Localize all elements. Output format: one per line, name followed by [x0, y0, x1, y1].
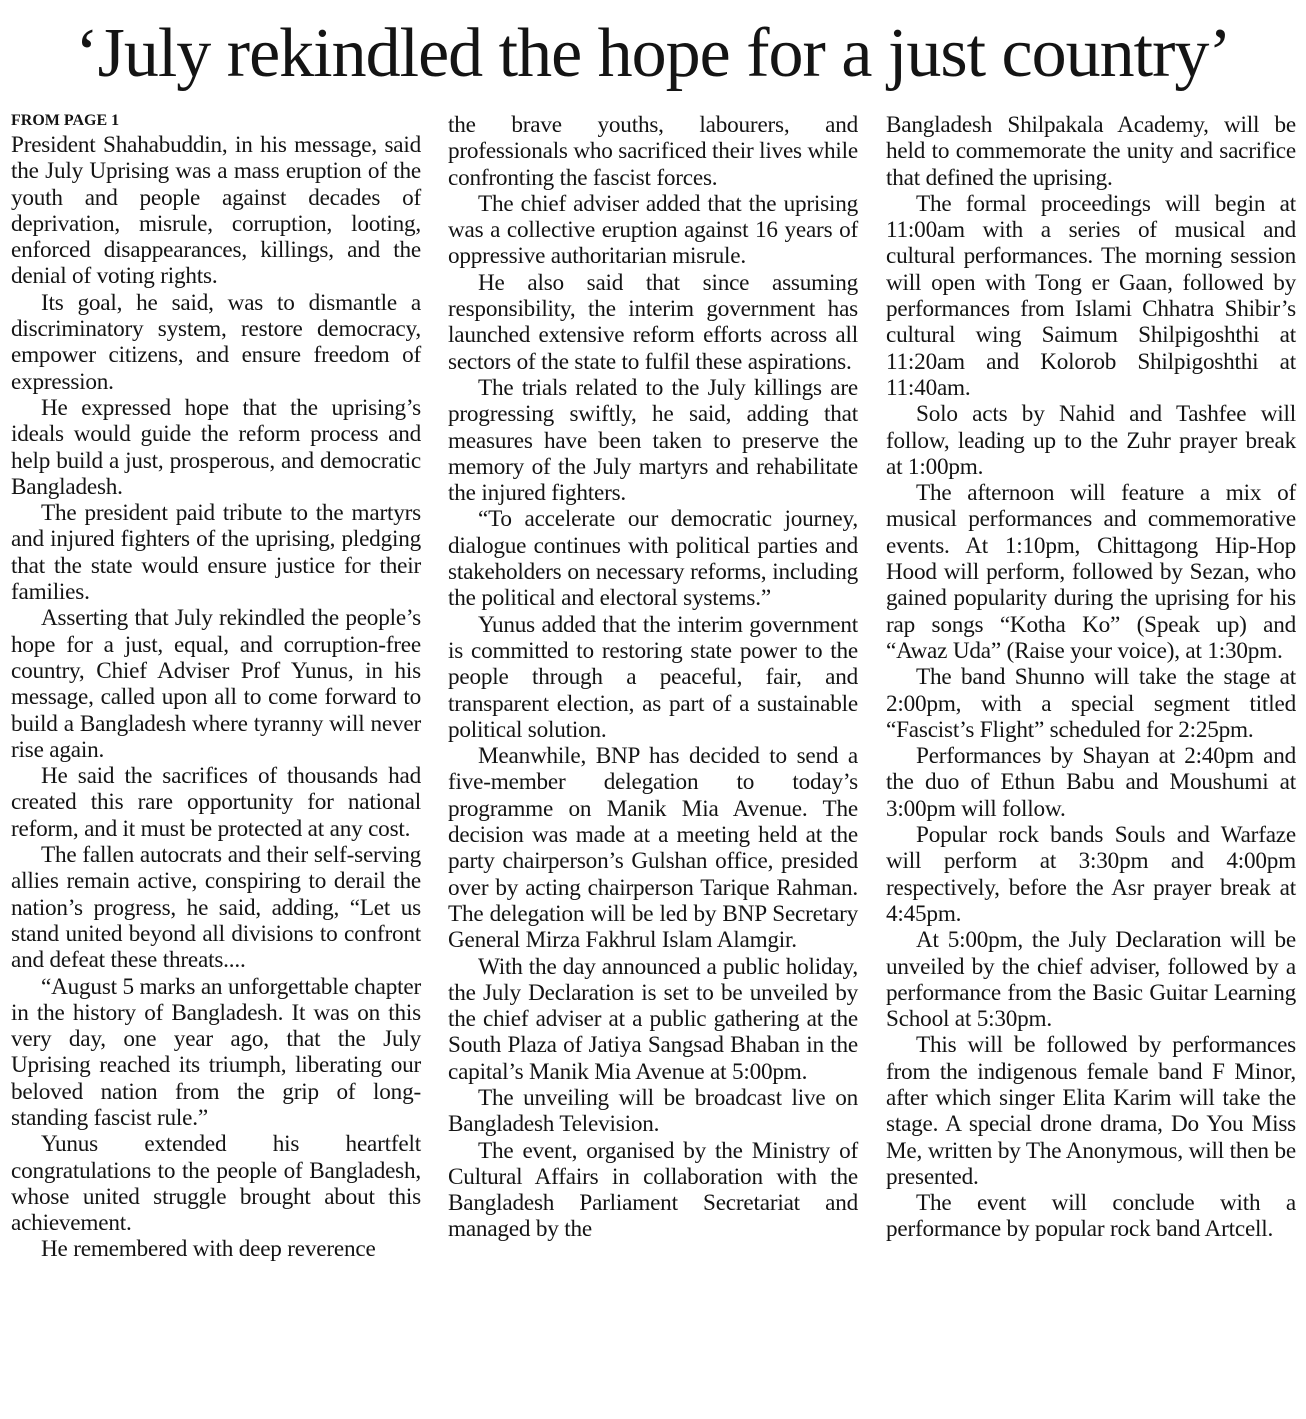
- paragraph: Meanwhile, BNP has decided to send a five-member delegation to today’s programme on Manik Mia Avenue. The decision was made at a meeting held at the party chairperson’s Gulshan office, presided over by acting chairperson Tarique Rahman. The delegation will be led by BNP Secretary General Mirza Fakhrul Islam Alamgir.: [448, 743, 858, 954]
- paragraph: The formal proceedings will begin at 11:00am with a series of musical and cultural performances. The morning session will open with Tong er Gaan, followed by performances from Islami Chhatra Shibir’s cultural wing Saimum Shilpigoshthi at 11:20am and Kolorob Shilpigoshthi at 11:40am.: [886, 190, 1296, 401]
- headline: ‘July rekindled the hope for a just country’: [75, 15, 1231, 92]
- paragraph: Performances by Shayan at 2:40pm and the duo of Ethun Babu and Moushumi at 3:00pm will follow.: [886, 743, 1296, 822]
- paragraph: The trials related to the July killings are progressing swiftly, he said, adding that measures have been taken to preserve the memory of the July martyrs and rehabilitate the injured fighters.: [448, 374, 858, 507]
- paragraph: Yunus extended his heartfelt congratulations to the people of Bangladesh, whose united struggle brought about this achievement.: [11, 1131, 421, 1237]
- paragraph: Solo acts by Nahid and Tashfee will follow, leading up to the Zuhr prayer break at 1:00pm.: [886, 401, 1296, 480]
- paragraph: President Shahabuddin, in his message, said the July Uprising was a mass eruption of the youth and people against decades of deprivation, misrule, corruption, looting, enforced disappearances, killings, and the denial of voting rights.: [11, 132, 421, 290]
- paragraph: Popular rock bands Souls and Warfaze will perform at 3:30pm and 4:00pm respectively, before the Asr prayer break at 4:45pm.: [886, 822, 1296, 927]
- paragraph: He said the sacrifices of thousands had created this rare opportunity for national reform, and it must be protected at any cost.: [11, 763, 421, 842]
- paragraph: This will be followed by performances from the indigenous female band F Minor, after which singer Elita Karim will take the stage. A special drone drama, Do You Miss Me, written by The Anonymous, will then be presented.: [886, 1032, 1296, 1190]
- paragraph: the brave youths, labourers, and professionals who sacrificed their lives while confronting the fascist forces.: [448, 112, 858, 191]
- paragraph: The afternoon will feature a mix of musical performances and commemorative events. At 1:10pm, Chittagong Hip-Hop Hood will perform, followed by Sezan, who gained popularity during the uprising for his rap songs “Kotha Ko” (Speak up) and “Awaz Uda” (Raise your voice), at 1:30pm.: [886, 480, 1296, 664]
- paragraph: Its goal, he said, was to dismantle a discriminatory system, restore democracy, empower citizens, and ensure freedom of expression.: [11, 289, 421, 395]
- paragraph: He also said that since assuming responsibility, the interim government has launched extensive reform efforts across all sectors of the state to fulfil these aspirations.: [448, 269, 858, 375]
- paragraph: “To accelerate our democratic journey, dialogue continues with political parties and stakeholders on necessary reforms, including the political and electoral systems.”: [448, 506, 858, 612]
- paragraph: He expressed hope that the uprising’s ideals would guide the reform process and help build a just, prosperous, and democratic Bangladesh.: [11, 394, 421, 500]
- paragraph: Asserting that July rekindled the people’s hope for a just, equal, and corruption-free country, Chief Adviser Prof Yunus, in his message, called upon all to come forward to build a Bangladesh where tyranny will never rise again.: [11, 605, 421, 763]
- article-column-2: [448, 112, 858, 1243]
- paragraph: “August 5 marks an unforgettable chapter in the history of Bangladesh. It was on this very day, one year ago, that the July Uprising reached its triumph, liberating our beloved nation from the grip of long-standing fascist rule.”: [11, 973, 421, 1131]
- paragraph: Yunus added that the interim government is committed to restoring state power to the people through a peaceful, fair, and transparent election, as part of a sustainable political solution.: [448, 611, 858, 743]
- paragraph: Bangladesh Shilpakala Academy, will be held to commemorate the unity and sacrifice that defined the uprising.: [886, 112, 1296, 191]
- paragraph: The band Shunno will take the stage at 2:00pm, with a special segment titled “Fascist’s Flight” scheduled for 2:25pm.: [886, 664, 1296, 743]
- paragraph: The event will conclude with a performance by popular rock band Artcell.: [886, 1190, 1296, 1243]
- paragraph: He remembered with deep reverence: [41, 1236, 376, 1263]
- paragraph: With the day announced a public holiday, the July Declaration is set to be unveiled by the chief adviser at a public gathering at the South Plaza of Jatiya Sangsad Bhaban in the capital’s Manik Mia Avenue at 5:00pm.: [448, 953, 858, 1085]
- article-column-3: [886, 112, 1296, 1243]
- paragraph: The fallen autocrats and their self-serving allies remain active, conspiring to derail the nation’s progress, he said, adding, “Let us stand united beyond all divisions to confront and defeat these threats....: [11, 842, 421, 974]
- kicker-from-page-1: FROM PAGE 1: [11, 112, 120, 129]
- paragraph: The unveiling will be broadcast live on Bangladesh Television.: [448, 1084, 858, 1138]
- paragraph: The chief adviser added that the uprising was a collective eruption against 16 years of oppressive authoritarian misrule.: [448, 190, 858, 270]
- paragraph: The president paid tribute to the martyrs and injured fighters of the uprising, pledging that the state would ensure justice for their families.: [11, 500, 421, 606]
- paragraph: The event, organised by the Ministry of Cultural Affairs in collaboration with the Bangladesh Parliament Secretariat and managed by the: [448, 1137, 858, 1243]
- article-column-1: [11, 110, 421, 1263]
- paragraph: At 5:00pm, the July Declaration will be unveiled by the chief adviser, followed by a performance from the Basic Guitar Learning School at 5:30pm.: [886, 927, 1296, 1033]
